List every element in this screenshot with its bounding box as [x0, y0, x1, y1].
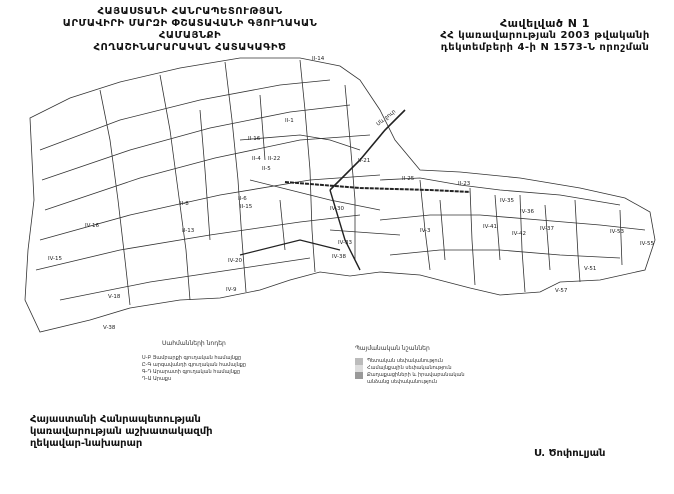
river-label: Սև ջուր: [375, 108, 398, 128]
road-2: [240, 240, 340, 255]
map-label: IV-53: [610, 229, 625, 235]
appendix-line-3: դեկտեմբերի 4-ի N 1573-Ն որոշման: [440, 42, 650, 53]
map-label: IV-3: [420, 228, 431, 234]
signatory-line-3: ղեկավար-նախարար: [30, 438, 143, 449]
signatory-title: [30, 414, 213, 450]
map-label: V-51: [584, 266, 597, 272]
appendix-line-2: ՀՀ կառավարության 2003 թվականի: [440, 30, 650, 41]
map-label: II-5: [262, 166, 271, 172]
map-label: IV-33: [338, 240, 353, 246]
map-label: II-1: [285, 118, 294, 124]
map-label: II-13: [182, 228, 195, 234]
map-label: IV-20: [228, 258, 243, 264]
legend-title: Սահմանների նոդեր: [162, 340, 226, 347]
legend-boundaries: [142, 340, 342, 383]
map-label: IV-16: [85, 223, 100, 229]
map-label: IV-38: [332, 254, 347, 260]
legend-item: Ը-Գ արգավանդի գյուղական համայնքը: [142, 362, 247, 368]
map-label: V-18: [108, 294, 121, 300]
signatory-line-2: կառավարության աշխատակազմի: [30, 426, 213, 437]
map-label: II-14: [312, 56, 325, 62]
river: [330, 110, 405, 190]
map-label: IV-35: [500, 198, 515, 204]
map-label: II-23: [458, 181, 471, 187]
legend-sign: Համայնքային սեփականություն: [355, 365, 535, 372]
appendix-line-1: Հավելված N 1: [500, 17, 590, 30]
map-label: IV-15: [48, 256, 63, 262]
legend-item: Դ-Ա Արաքս: [142, 376, 172, 382]
legend-sign: անձանց սեփականություն: [367, 379, 438, 385]
legend-signs-title: Պայմանական նշաններ: [355, 345, 430, 352]
legend-signs: [355, 345, 535, 386]
map-label: II-16: [248, 136, 261, 142]
signatory-line-1: Հայաստանի Հանրապետության: [30, 414, 201, 425]
map-label: IV-37: [540, 226, 555, 232]
signatory-name: Ս. Ծոփուլյան: [534, 448, 606, 459]
map-label: IV-41: [483, 224, 498, 230]
canal: [285, 182, 470, 192]
map-label: II-4: [252, 156, 261, 162]
title-line-1: ՀԱՅԱՍՏԱՆԻ ՀԱՆՐԱՊԵՏՈՒԹՅԱՆ: [97, 6, 283, 17]
legend-sign: Պետական սեփականություն: [355, 358, 535, 365]
map-label: II-22: [268, 156, 281, 162]
legend-sign: Քաղաքացիների և իրավաբանական: [355, 372, 535, 379]
map-label: II-15: [240, 204, 253, 210]
map-label: II-6: [238, 196, 247, 202]
legend-item: Գ-Դ Արարատի գյուղական համայնքը: [142, 369, 241, 375]
legend-item: Ս-Բ Յամբարքի գյուղական համայնքը: [142, 355, 242, 361]
map-label: IV-36: [520, 209, 535, 215]
map-label: II-25: [402, 176, 415, 182]
map-label: V-38: [103, 325, 116, 331]
map-label: V-57: [555, 288, 568, 294]
map-label: II-21: [358, 158, 371, 164]
map-label: IV-42: [512, 231, 527, 237]
title-line-2: ԱՐՄԱՎԻՐԻ ՄԱՐԶԻ ՓՇԱՏԱՎԱՆԻ ԳՅՈՒՂԱԿԱՆ ՀԱՄԱՅՆՔԻ: [62, 18, 318, 41]
map-label: II-8: [180, 201, 189, 207]
map-label: IV-9: [226, 287, 237, 293]
map-label: IV-30: [330, 206, 345, 212]
map-label: IV-55: [640, 241, 655, 247]
title-line-3: ՀՈՂԱՇԻՆԱՐԱՐԱԿԱՆ ՀԱՏԱԿԱԳԻԾ: [93, 42, 287, 53]
